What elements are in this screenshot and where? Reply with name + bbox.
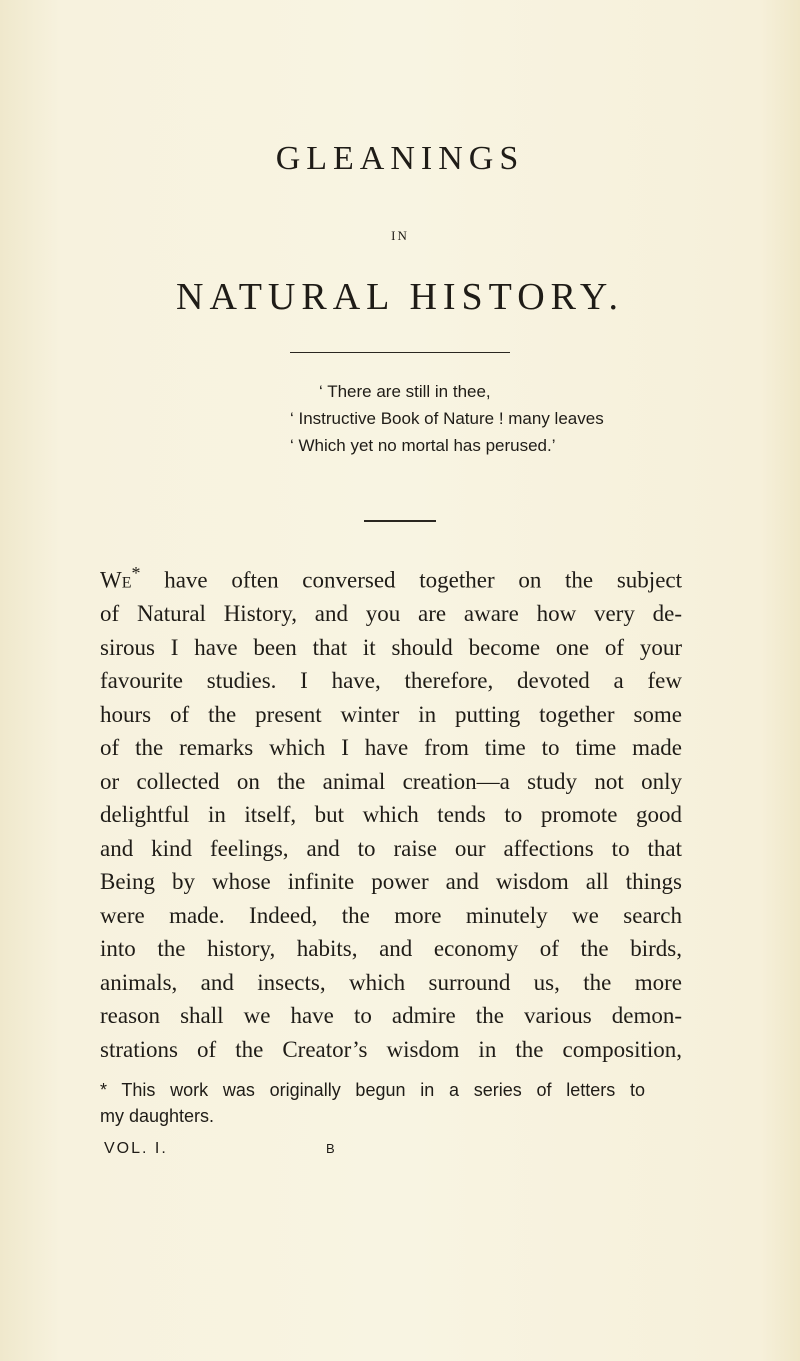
body-line: into the history, habits, and economy of the birds, [100, 936, 682, 962]
footnote-line-text: This work was originally begun in a series of letters to [107, 1080, 645, 1100]
body-line: and kind feelings, and to raise our affections to that [100, 835, 682, 861]
body-line-text: have often conversed together on the subject [140, 567, 682, 593]
footnote-line: my daughters. [100, 1106, 215, 1126]
body-line: sirous I have been that it should become one of your [100, 634, 682, 660]
footnote-reference: * [131, 563, 141, 583]
gathering-signature: B [326, 1141, 335, 1156]
body-paragraph [100, 557, 682, 1066]
title-main: GLEANINGS [275, 140, 525, 177]
epigraph-line: ‘ Which yet no mortal has perused.’ [290, 436, 556, 455]
title-rule [290, 352, 510, 353]
body-line: were made. Indeed, the more minutely we search [100, 902, 682, 928]
body-line: animals, and insects, which surround us, the more [100, 969, 682, 995]
body-line: Being by whose infinite power and wisdom all things [100, 869, 682, 895]
footnote [100, 1077, 645, 1129]
body-line: reason shall we have to admire the various demon- [100, 1003, 682, 1029]
body-line: favourite studies. I have, therefore, devoted a few [100, 668, 682, 694]
body-line: or collected on the animal creation—a study not only [100, 768, 682, 794]
footnote-mark: * [100, 1080, 108, 1100]
title-connector: IN [391, 228, 409, 243]
body-line [100, 557, 682, 597]
epigraph-line: ‘ There are still in thee, [319, 382, 491, 401]
body-line: of the remarks which I have from time to time made [100, 735, 682, 761]
body-line: hours of the present winter in putting together some [100, 701, 682, 727]
lead-word: We [100, 567, 132, 593]
epigraph-line: ‘ Instructive Book of Nature ! many leaves [290, 409, 604, 428]
footnote-line [100, 1077, 645, 1103]
body-line: strations of the Creator’s wisdom in the composition, [100, 1036, 682, 1062]
body-line: of Natural History, and you are aware how very de- [100, 601, 682, 627]
title-subtitle: NATURAL HISTORY. [176, 276, 624, 318]
volume-signature: VOL. I. [104, 1140, 168, 1157]
epigraph [290, 378, 630, 459]
body-line: delightful in itself, but which tends to promote good [100, 802, 682, 828]
section-rule [364, 520, 436, 522]
